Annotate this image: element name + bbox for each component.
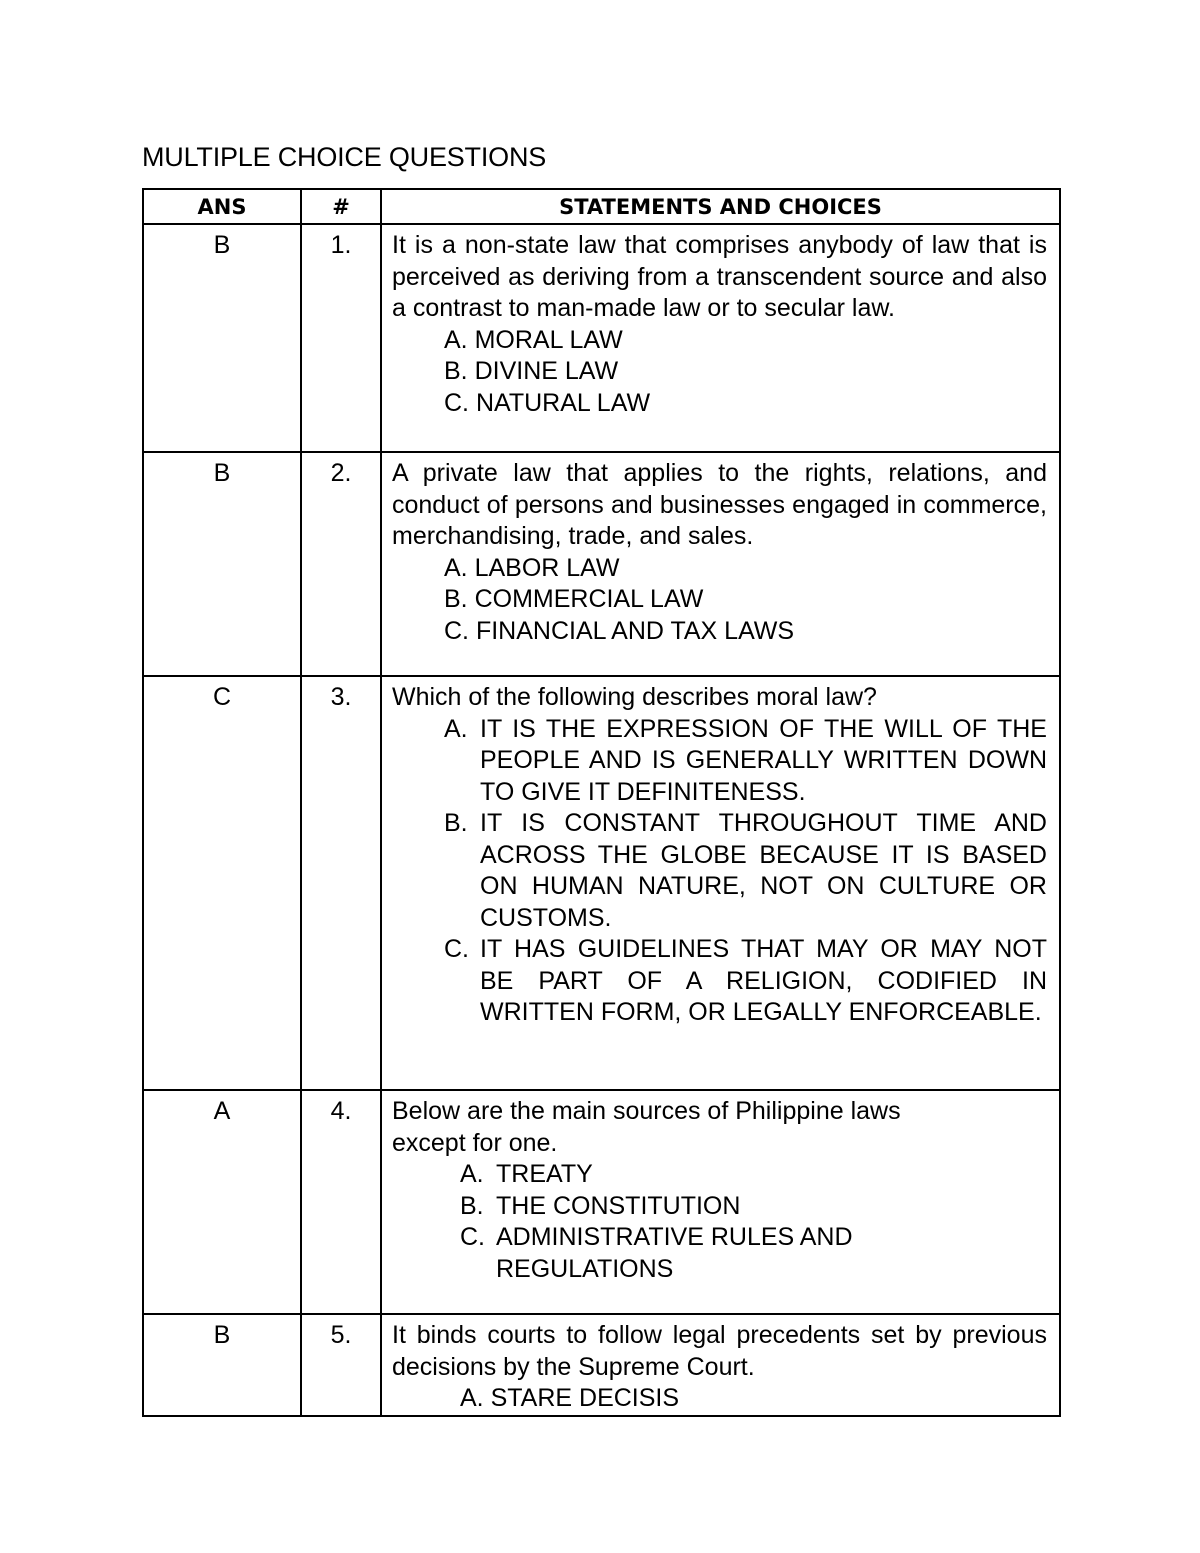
question-text: A private law that applies to the rights, relations, and conduct of persons and businesses engaged in commerce, merchandising, trade, and sales. bbox=[392, 459, 1047, 550]
choice-item bbox=[460, 1383, 1047, 1415]
choice-text: ADMINISTRATIVE RULES AND REGULATIONS bbox=[496, 1223, 853, 1283]
table-header-row bbox=[143, 189, 1060, 224]
choice-list bbox=[392, 714, 1047, 1029]
choice-text: THE CONSTITUTION bbox=[496, 1191, 741, 1220]
choice-letter: C. bbox=[444, 616, 469, 645]
choice-letter: B. bbox=[444, 585, 468, 613]
answer-cell: B bbox=[143, 1314, 301, 1416]
choice-text: FINANCIAL AND TAX LAWS bbox=[475, 616, 795, 645]
choice-letter: A. bbox=[460, 1160, 484, 1188]
choice-item bbox=[460, 1191, 1047, 1223]
question-text: It is a non-state law that comprises anybody of law that is perceived as deriving from a transcendent source and also a contrast to man-made law or to secular law. bbox=[392, 231, 1047, 322]
table-row bbox=[143, 1314, 1060, 1416]
choice-text: DIVINE LAW bbox=[474, 357, 619, 385]
question-text: Below are the main sources of Philippine laws except for one. bbox=[392, 1097, 901, 1157]
choice-text: LABOR LAW bbox=[474, 553, 620, 582]
choice-item bbox=[444, 808, 1047, 934]
choice-list bbox=[392, 553, 1047, 648]
choice-item bbox=[444, 553, 1047, 585]
statement-cell bbox=[381, 1314, 1060, 1416]
answer-cell: C bbox=[143, 676, 301, 1090]
table-row bbox=[143, 452, 1060, 676]
question-number: 2. bbox=[301, 452, 381, 676]
table-row bbox=[143, 676, 1060, 1090]
choice-text: IT HAS GUIDELINES THAT MAY OR MAY NOT BE PART OF A RELIGION, CODIFIED IN WRITTEN FORM, OR LEGALLY ENFORCEABLE. bbox=[480, 935, 1047, 1026]
choice-list bbox=[392, 325, 1047, 420]
header-number: # bbox=[301, 189, 381, 224]
question-text: Which of the following describes moral law? bbox=[392, 683, 877, 711]
question-number: 3. bbox=[301, 676, 381, 1090]
choice-letter: C. bbox=[444, 935, 469, 963]
choice-item bbox=[444, 584, 1047, 616]
choice-item bbox=[460, 1159, 1047, 1191]
choice-letter: B. bbox=[460, 1191, 484, 1220]
choice-item bbox=[444, 714, 1047, 809]
choice-list bbox=[392, 1383, 1047, 1415]
choice-item bbox=[444, 388, 1047, 420]
statement-cell bbox=[381, 224, 1060, 452]
choice-list bbox=[392, 1159, 1047, 1285]
choice-item bbox=[444, 356, 1047, 388]
answer-cell: B bbox=[143, 224, 301, 452]
choice-text: IT IS CONSTANT THROUGHOUT TIME AND ACROSS THE GLOBE BECAUSE IT IS BASED ON HUMAN NATURE, NOT ON CULTURE OR CUSTOMS. bbox=[480, 809, 1047, 932]
page-title: MULTIPLE CHOICE QUESTIONS bbox=[142, 142, 547, 172]
choice-letter: A. bbox=[460, 1384, 484, 1412]
question-number: 4. bbox=[301, 1090, 381, 1314]
choice-text: TREATY bbox=[496, 1160, 593, 1188]
choice-letter: C. bbox=[460, 1223, 485, 1251]
choice-letter: B. bbox=[444, 357, 468, 385]
answer-cell: B bbox=[143, 452, 301, 676]
choice-item bbox=[444, 616, 1047, 648]
choice-letter: A. bbox=[444, 714, 468, 743]
table-row bbox=[143, 224, 1060, 452]
statement-cell bbox=[381, 452, 1060, 676]
choice-text: STARE DECISIS bbox=[490, 1384, 680, 1412]
choice-item bbox=[444, 934, 1047, 1029]
choice-text: MORAL LAW bbox=[474, 325, 623, 354]
table-row bbox=[143, 1090, 1060, 1314]
header-statements: STATEMENTS AND CHOICES bbox=[381, 189, 1060, 224]
choice-item bbox=[460, 1222, 1047, 1285]
choice-item bbox=[444, 325, 1047, 357]
mcq-table bbox=[142, 188, 1061, 1417]
choice-letter: A. bbox=[444, 553, 468, 582]
choice-text: IT IS THE EXPRESSION OF THE WILL OF THE PEOPLE AND IS GENERALLY WRITTEN DOWN TO GIVE IT DEFINITENESS. bbox=[480, 714, 1047, 806]
choice-text: NATURAL LAW bbox=[475, 388, 651, 417]
answer-cell: A bbox=[143, 1090, 301, 1314]
question-number: 5. bbox=[301, 1314, 381, 1416]
choice-letter: C. bbox=[444, 388, 469, 417]
statement-cell bbox=[381, 1090, 1060, 1314]
question-number: 1. bbox=[301, 224, 381, 452]
choice-text: COMMERCIAL LAW bbox=[474, 585, 704, 613]
question-text: It binds courts to follow legal precedents set by previous decisions by the Supreme Court. bbox=[392, 1321, 1047, 1381]
choice-letter: A. bbox=[444, 325, 468, 354]
header-ans: ANS bbox=[143, 189, 301, 224]
statement-cell bbox=[381, 676, 1060, 1090]
choice-letter: B. bbox=[444, 809, 468, 837]
